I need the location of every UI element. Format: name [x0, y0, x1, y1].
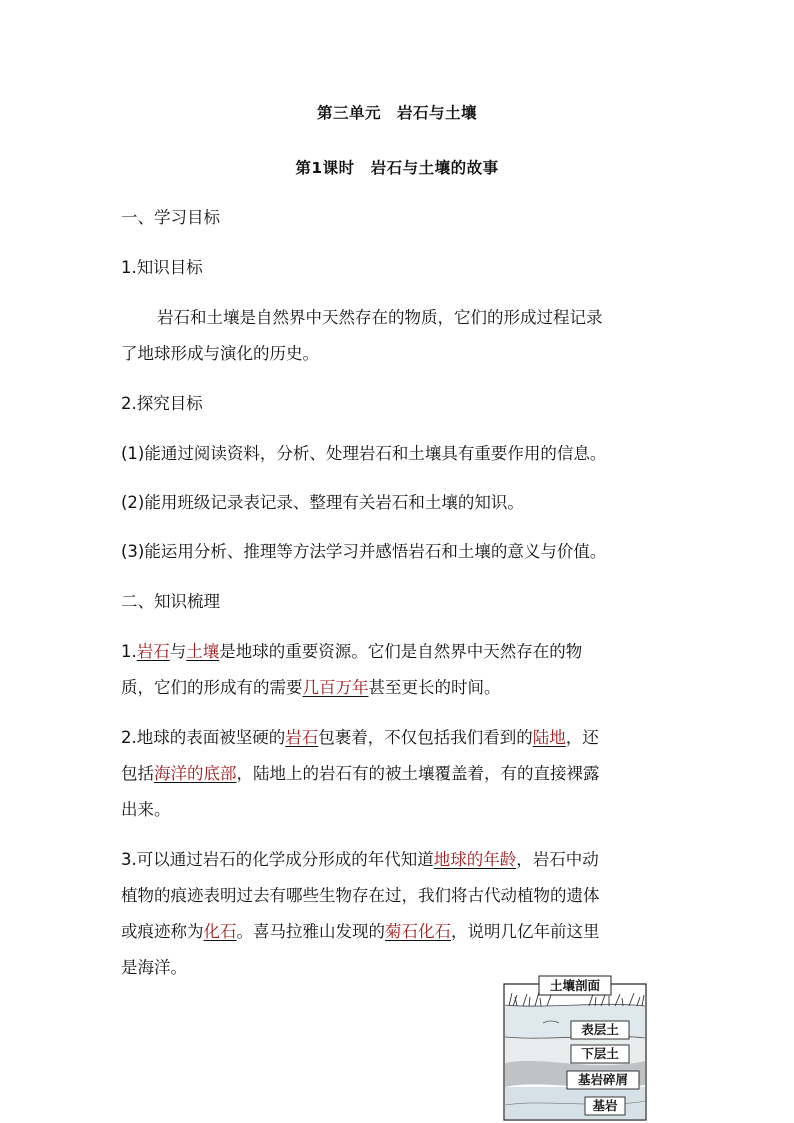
- inquiry-goal-1: (1)能通过阅读资料，分析、处理岩石和土壤具有重要作用的信息。: [121, 444, 607, 463]
- layer-label-bedrock: 基岩: [592, 1098, 618, 1113]
- inquiry-goal-heading: 2.探究目标: [121, 394, 203, 413]
- unit-title: 第三单元 岩石与土壤: [316, 104, 477, 122]
- knowledge-goal-text-line1: 岩石和土壤是自然界中天然存在的物质，它们的形成过程记录: [157, 308, 603, 327]
- review-point-1-line1: 1.岩石与土壤是地球的重要资源。它们是自然界中天然存在的物: [121, 642, 583, 661]
- knowledge-goal-heading: 1.知识目标: [121, 258, 203, 277]
- answer-blank: 陆地: [532, 728, 566, 747]
- review-point-3-line2: 植物的痕迹表明过去有哪些生物存在过，我们将古代动植物的遗体: [121, 886, 600, 905]
- answer-blank: 岩石: [136, 642, 170, 661]
- section-heading-review: 二、知识梳理: [121, 592, 220, 611]
- answer-blank: 海洋的底部: [154, 764, 237, 783]
- answer-blank: 菊石化石: [385, 922, 451, 941]
- review-point-3-line3: 或痕迹称为化石。喜马拉雅山发现的菊石化石，说明几亿年前这里: [121, 922, 600, 941]
- knowledge-goal-text-line2: 了地球形成与演化的历史。: [121, 344, 319, 363]
- answer-blank: 地球的年龄: [433, 850, 517, 869]
- section-heading-goals: 一、学习目标: [121, 208, 220, 227]
- layer-label-subsoil: 下层土: [581, 1046, 619, 1061]
- review-point-3-line4: 是海洋。: [121, 958, 187, 977]
- review-point-3-line1: 3.可以通过岩石的化学成分形成的年代知道地球的年龄，岩石中动: [121, 850, 599, 869]
- review-point-2-line1: 2.地球的表面被坚硬的岩石包裹着，不仅包括我们看到的陆地，还: [121, 728, 599, 747]
- review-point-2-line2: 包括海洋的底部，陆地上的岩石有的被土壤覆盖着，有的直接裸露: [121, 764, 600, 783]
- layer-label-topsoil: 表层土: [581, 1022, 619, 1037]
- answer-blank: 化石: [203, 922, 237, 941]
- layer-label-bedrock-debris: 基岩碎屑: [577, 1072, 629, 1087]
- review-point-2-line3: 出来。: [121, 800, 171, 819]
- soil-profile-figure: [503, 975, 647, 1121]
- answer-blank: 岩石: [285, 728, 319, 747]
- answer-blank: 几百万年: [302, 678, 369, 697]
- answer-blank: 土壤: [186, 642, 220, 661]
- review-point-1-line2: 质，它们的形成有的需要几百万年甚至更长的时间。: [121, 678, 501, 697]
- inquiry-goal-2: (2)能用班级记录表记录、整理有关岩石和土壤的知识。: [121, 493, 524, 512]
- lesson-title: 第1课时 岩石与土壤的故事: [295, 159, 499, 177]
- inquiry-goal-3: (3)能运用分析、推理等方法学习并感悟岩石和土壤的意义与价值。: [121, 542, 607, 561]
- figure-title: 土壤剖面: [549, 978, 601, 993]
